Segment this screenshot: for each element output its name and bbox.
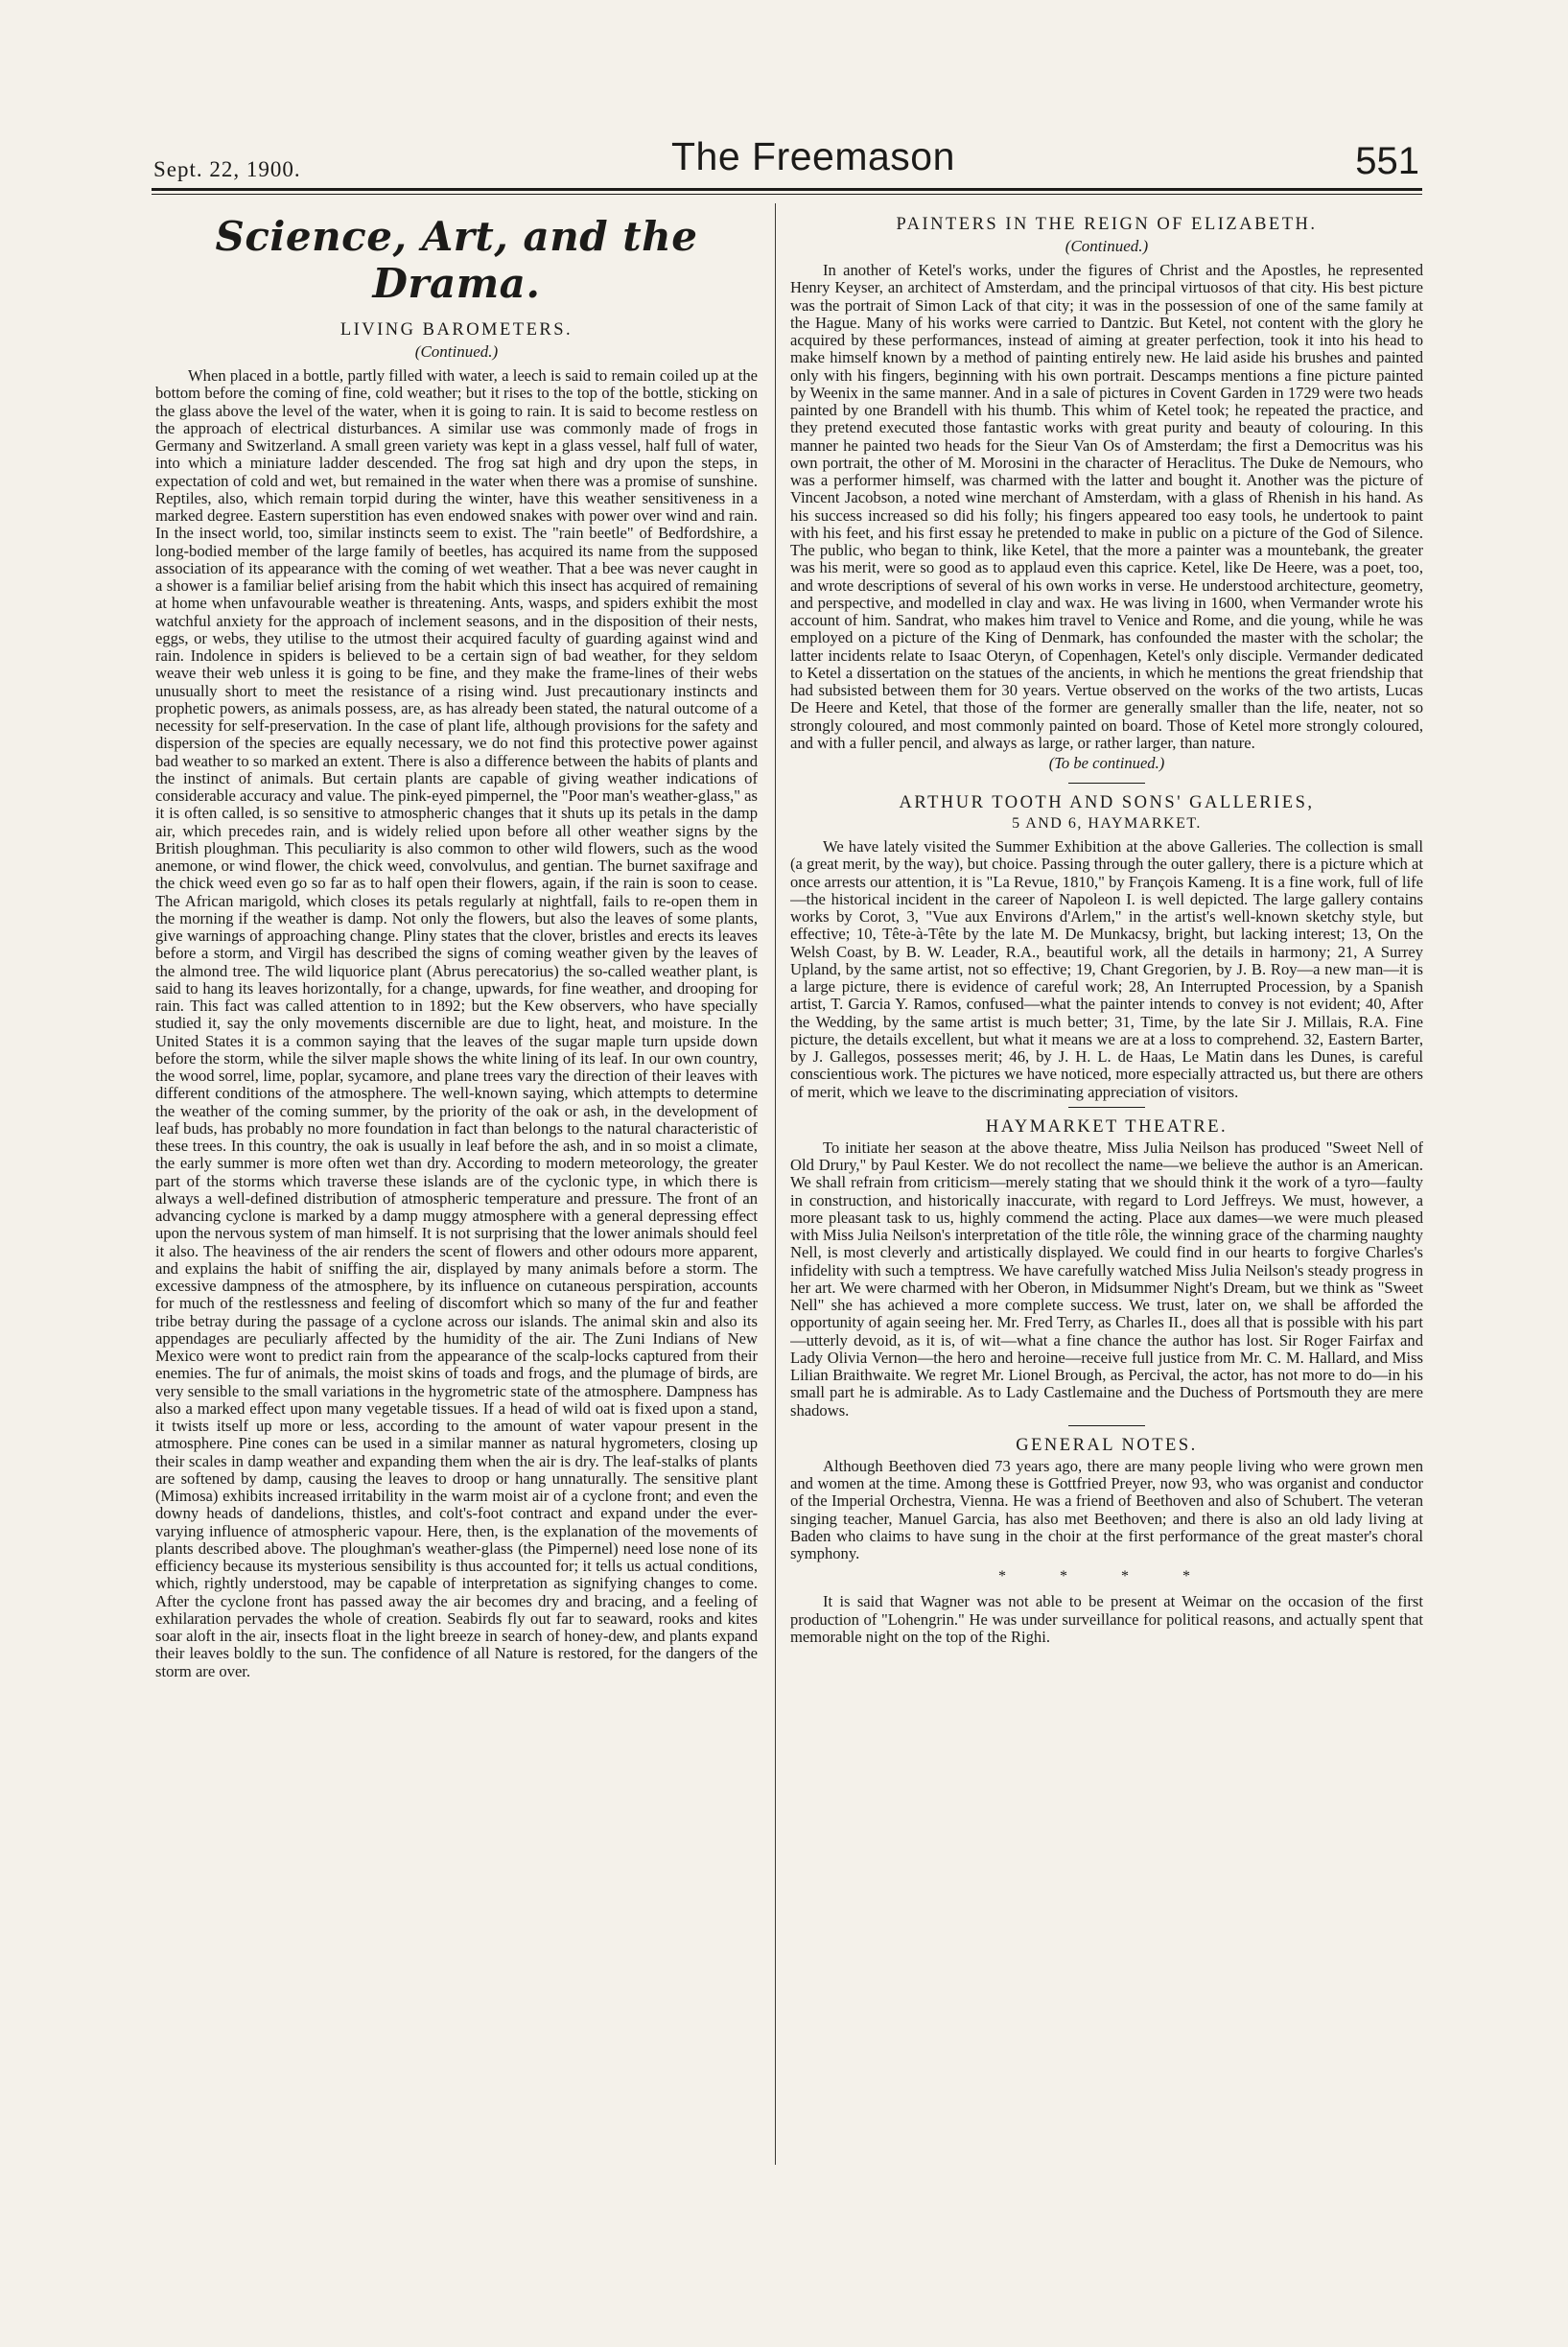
right-column — [790, 205, 1423, 2176]
article-subheading-address: 5 AND 6, HAYMARKET. — [1012, 815, 1202, 832]
page-number: 551 — [1355, 140, 1419, 182]
article-paragraph: In another of Ketel's works, under the figures of Christ and the Apostles, he represented Henry Keyser, an architect of Amsterdam, and the principal virtuosos of that city. His best picture was the portrait of Simon Lack of that city; it was in the possession of one of the same family at the Hague. Many of his works were carried to Dantzic. But Ketel, not content with the glory he acquired by these performances, instead of aiming at greater perfection, took it into his head to make himself known by a method of painting entirely new. He laid aside his brushes and painted only with his fingers, beginning with his own portrait. Descamps mentions a fine picture painted by Weenix in the same manner. And in a sale of pictures in Covent Garden in 1729 were two heads painted by one Brandell with his thumb. This whim of Ketel took; he repeated the practice, and they pretend executed those fantastic works with great purity and beauty of colouring. In this manner he painted two heads for the Sieur Van Os of Amsterdam; the first a Democritus was his own portrait, the other of M. Morosini in the character of Heraclitus. The Duke de Nemours, who was a performer himself, was charmed with the latter and bought it. Another was the picture of Vincent Jacobson, a noted wine merchant of Amsterdam, with a glass of Rhenish in his hand. As his success increased so did his folly; his fingers appeared too easy tools, he undertook to paint with his feet, and his first essay he pretended to make in public on a picture of the God of Silence. The public, who began to think, like Ketel, that the more a painter was a mountebank, the greater was his merit, were so good as to applaud even this caprice. Ketel, like De Heere, was a poet, too, and wrote descriptions of several of his own works in verse. He understood architecture, geometry, and perspective, and modelled in clay and wax. He was living in 1600, when Vermander wrote his account of him. Sandrat, who makes him travel to Venice and Rome, and die young, while he was employed on a picture of the King of Denmark, has confounded the master with the scholar; the latter incidents relate to Isaac Oteryn, of Copenhagen, Ketel's only disciple. Vermander dedicated to Ketel a dissertation on the statues of the ancients, in which he mentions the great friendship that had subsisted between them for 30 years. Vertue observed on the works of the two artists, Lucas De Heere and Ketel, that those of the former are generally smaller than the life, neater, not so strongly coloured, and most commonly painted on board. Those of Ketel more strongly coloured, and with a fuller pencil, and always as large, or rather larger, than nature. — [790, 261, 1423, 752]
article-paragraph: We have lately visited the Summer Exhibition at the above Galleries. The collection is small (a great merit, by the way), but choice. Passing through the outer gallery, there is a picture which at once arrests our attention, it is "La Revue, 1810," by François Kameng. It is a fine work, full of life—the historical incident in the career of Napoleon I. is well depicted. The large gallery contains works by Corot, 3, "Vue aux Environs d'Arlem," in the artist's well-known sketchy style, but effective; 10, Tête-à-Tête by the late M. De Munkacsy, bright, but lacking interest; 13, On the Welsh Coast, by B. W. Leader, R.A., beautiful work, all the details in harmony; 21, A Surrey Upland, by the same artist, not so effective; 19, Chant Gregorien, by J. B. Roy—a new man—it is a large picture, there is evidence of careful work; 28, An Interrupted Procession, by a Spanish artist, T. Garcia Y. Ramos, confused—what the painter intends to convey is not evident; 40, After the Wedding, by the same artist is much better; 31, Time, by the late Sir J. Millais, R.A. Fine picture, the details excellent, but what it means we are at a loss to comprehend. 32, Eastern Barter, by J. Gallegos, possesses merit; 46, by J. H. L. de Haas, Le Matin dans les Dunes, is careful conscientious work. The pictures we have noticed, more especially attracted us, but there are others of merit, which we leave to the discriminating appreciation of visitors. — [790, 837, 1423, 1101]
masthead-rule-thin — [152, 194, 1422, 195]
article-paragraph: It is said that Wagner was not able to be present at Weimar on the occasion of the first production of "Lohengrin." He was under surveillance for political reasons, and actually spent that memorable night on the top of the Righi. — [790, 1592, 1423, 1646]
left-column — [155, 205, 758, 2176]
article-subheading: (Continued.) — [1065, 237, 1149, 255]
article-separator-rule — [1068, 783, 1145, 784]
article-separator-rule — [1068, 1107, 1145, 1108]
publication-title: The Freemason — [671, 134, 955, 178]
continued-note: (To be continued.) — [1048, 754, 1165, 772]
masthead — [153, 134, 1419, 186]
article-heading-haymarket: HAYMARKET THEATRE. — [985, 1116, 1229, 1137]
masthead-rule — [152, 188, 1422, 191]
article-heading-galleries: ARTHUR TOOTH AND SONS' GALLERIES, — [899, 793, 1315, 812]
article-separator-rule — [1068, 1425, 1145, 1426]
asterism-separator: * * * * — [998, 1568, 1215, 1585]
section-title: Science, Art, and the Drama. — [215, 213, 698, 307]
article-heading-general-notes: GENERAL NOTES. — [1016, 1435, 1198, 1455]
article-paragraph: When placed in a bottle, partly filled with water, a leech is said to remain coiled up at the bottom before the coming of fine, cold weather; but it rises to the top of the bottle, sticking on the glass above the level of the water, when it is going to rain. It is said to become restless on the approach of electrical disturbances. A similar use was commonly made of frogs in Germany and Switzerland. A small green variety was kept in a glass vessel, half full of water, into which a miniature ladder descended. The frog sat high and dry upon the steps, in expectation of cold and wet, but remained in the water when there was a promise of sunshine. Reptiles, also, which remain torpid during the winter, have this weather sensitiveness in a marked degree. Eastern superstition has even endowed snakes with power over wind and rain. In the insect world, too, similar instincts seem to exist. The "rain beetle" of Bedfordshire, a long-bodied member of the large family of beetles, has acquired its name from the supposed association of its appearance with the coming of wet weather. That a bee was never caught in a shower is a familiar belief arising from the habit which this insect has acquired of remaining at home when unfavourable weather is threatening. Ants, wasps, and spiders exhibit the most watchful anxiety for the approach of inclement seasons, and in the disposition of their nests, eggs, or webs, they utilise to the utmost their acquired faculty of guarding against wind and rain. Indolence in spiders is believed to be a certain sign of bad weather, for they seldom weave their web unless it is going to be fine, and they make the frame-lines of their webs unusually short to meet the resistance of a rising wind. Just precautionary instincts and prophetic powers, as animals possess, are, as has already been stated, the natural outcome of a necessity for self-preservation. In the case of plant life, although provisions for the safety and dispersion of the species are equally necessary, we do not find this protective power against bad weather to so marked an extent. There is also a difference between the habits of plants and the instinct of animals. But certain plants are capable of giving weather indications of considerable accuracy and value. The pink-eyed pimpernel, the "Poor man's weather-glass," as it is often called, is so sensitive to atmospheric changes that it shuts up its petals in the damp air, which precedes rain, and is widely relied upon before all other weather signs by the British ploughman. This peculiarity is also common to other wild flowers, such as the wood anemone, or wind flower, the chick weed, convolvulus, and gentian. The burnet saxifrage and the chick weed even go so far as to half open their flowers, again, if the rain is soon to cease. The African marigold, which closes its petals regularly at nightfall, fails to re-open them in the morning if the weather is damp. Not only the flowers, but also the leaves of some plants, give warnings of approaching change. Pliny states that the clover, bristles and erects its leaves before a storm, and Virgil has described the signs of coming weather given by the leaves of the almond tree. The wild liquorice plant (Abrus perecatorius) the so-called weather plant, is said to hang its leaves horizontally, for a change, upwards, for fine weather, and drooping for rain. This fact was called attention to in 1892; but the Kew observers, who have specially studied it, say the only movements discernible are due to light, heat, and moisture. In the United States it is a common saying that the leaves of the sugar maple turn upside down before the storm, while the silver maple shows the white lining of its leaf. In our own country, the wood sorrel, lime, poplar, sycamore, and plane trees vary the direction of their leaves with different conditions of the atmosphere. The well-known saying, which attempts to determine the weather of the coming summer, by the priority of the oak or ash, in the development of leaf buds, has probably no more foundation in fact than belongs to the natural characteristic of these trees. In this country, the oak is usually in leaf before the ash, and in so moist a climate, the early summer is more often wet than dry. According to modern meteorology, the greater part of the storms which traverse these islands are of the cyclonic type, in which there is always a well-defined distribution of atmospheric temperature and pressure. The front of an advancing cyclone is marked by a damp muggy atmosphere with a general depressing effect upon the nervous system of man himself. It is not surprising that the lower animals should feel it also. The heaviness of the air renders the scent of flowers and other odours more apparent, and explains the habit of sniffing the air, displayed by many animals before a storm. The excessive dampness of the atmosphere, by its influence on cutaneous perspiration, accounts for much of the restlessness and feeling of discomfort which so many of the fur and feather tribe betray during the passage of a cyclone across our islands. The animal skin and also its appendages are peculiarly affected by the humidity of the air. The Zuni Indians of New Mexico were wont to predict rain from the appearance of the scalp-locks captured from their enemies. The fur of animals, the moist skins of toads and frogs, and the plumage of birds, are very sensible to the small variations in the hygrometric state of the atmosphere. Dampness has also a marked effect upon many vegetable tissues. If a head of wild oat is fixed upon a stand, it twists itself up more or less, according to the amount of water vapour present in the atmosphere. Pine cones can be used in a similar manner as natural hygrometers, closing up their scales in damp weather and expanding them when the air is dry. The leaf-stalks of plants are softened by damp, causing the leaves to droop or hang unnaturally. The sensitive plant (Mimosa) exhibits increased irritability in the warm moist air of a cyclone front; and even the downy heads of dandelions, thistles, and colt's-foot contract and expand under the ever-varying influence of atmospheric vapour. Here, then, is the explanation of the movements of plants described above. The ploughman's weather-glass (the Pimpernel) need lose none of its efficiency because its mysterious sensibility is thus accounted for; it tells us actual conditions, which, rightly understood, may be capable of interpretation as signifying changes to come. After the cyclone front has passed away the air becomes dry and bracing, and a feeling of exhilaration pervades the whole of creation. Seabirds fly out far to seaward, rooks and kites soar aloft in the air, insects float in the light breeze in search of honey-dew, and plants expand their leaves boldly to the sun. The confidence of all Nature is restored, for the dangers of the storm are over. — [155, 366, 758, 1680]
article-paragraph: To initiate her season at the above theatre, Miss Julia Neilson has produced "Sweet Nell of Old Drury," by Paul Kester. We do not recollect the name—we believe the author is an American. We shall refrain from criticism—merely stating that we should think it the work of a tyro—faulty in construction, and historically inaccurate, with regard to Lord Jeffreys. We must, however, a more pleasant task to us, highly commend the acting. Place aux dames—we were much pleased with Miss Julia Neilson's interpretation of the title rôle, the winning grace of the charming naughty Nell, is most cleverly and artistically displayed. We could find in our hearts to forgive Charles's infidelity with such a temptress. We have carefully watched Miss Julia Neilson's steady progress in her art. We were charmed with her Oberon, in Midsummer Night's Dream, but we think as "Sweet Nell" she has achieved a more complete success. We trust, later on, we shall be afforded the opportunity of again seeing her. Mr. Fred Terry, as Charles II., does all that is possible with his part—utterly devoid, as it is, of wit—what a fine chance the author has lost. Sir Roger Fairfax and Lady Olivia Vernon—the hero and heroine—receive full justice from Mr. C. M. Hallard, and Miss Lilian Braithwaite. We regret Mr. Lionel Brough, as Percival, the actor, has not more to do—in his small part he is admirable. As to Lady Castlemaine and the Duchess of Portsmouth they are mere shadows. — [790, 1138, 1423, 1420]
article-subheading: (Continued.) — [414, 342, 499, 361]
article-heading-living-barometers: LIVING BAROMETERS. — [339, 320, 573, 340]
column-divider — [775, 203, 776, 2165]
article-paragraph: Although Beethoven died 73 years ago, there are many people living who were grown men and women at the time. Among these is Gottfried Preyer, now 93, who was organist and conductor of the Imperial Orchestra, Vienna. He was a friend of Beethoven and also of Schubert. The veteran singing teacher, Manuel Garcia, has also met Beethoven; and there is also an old lady living at Baden who claims to have sung in the choir at the first performance of the great master's choral symphony. — [790, 1456, 1423, 1562]
issue-date: Sept. 22, 1900. — [153, 157, 301, 181]
article-heading-painters: PAINTERS IN THE REIGN OF ELIZABETH. — [896, 215, 1318, 234]
